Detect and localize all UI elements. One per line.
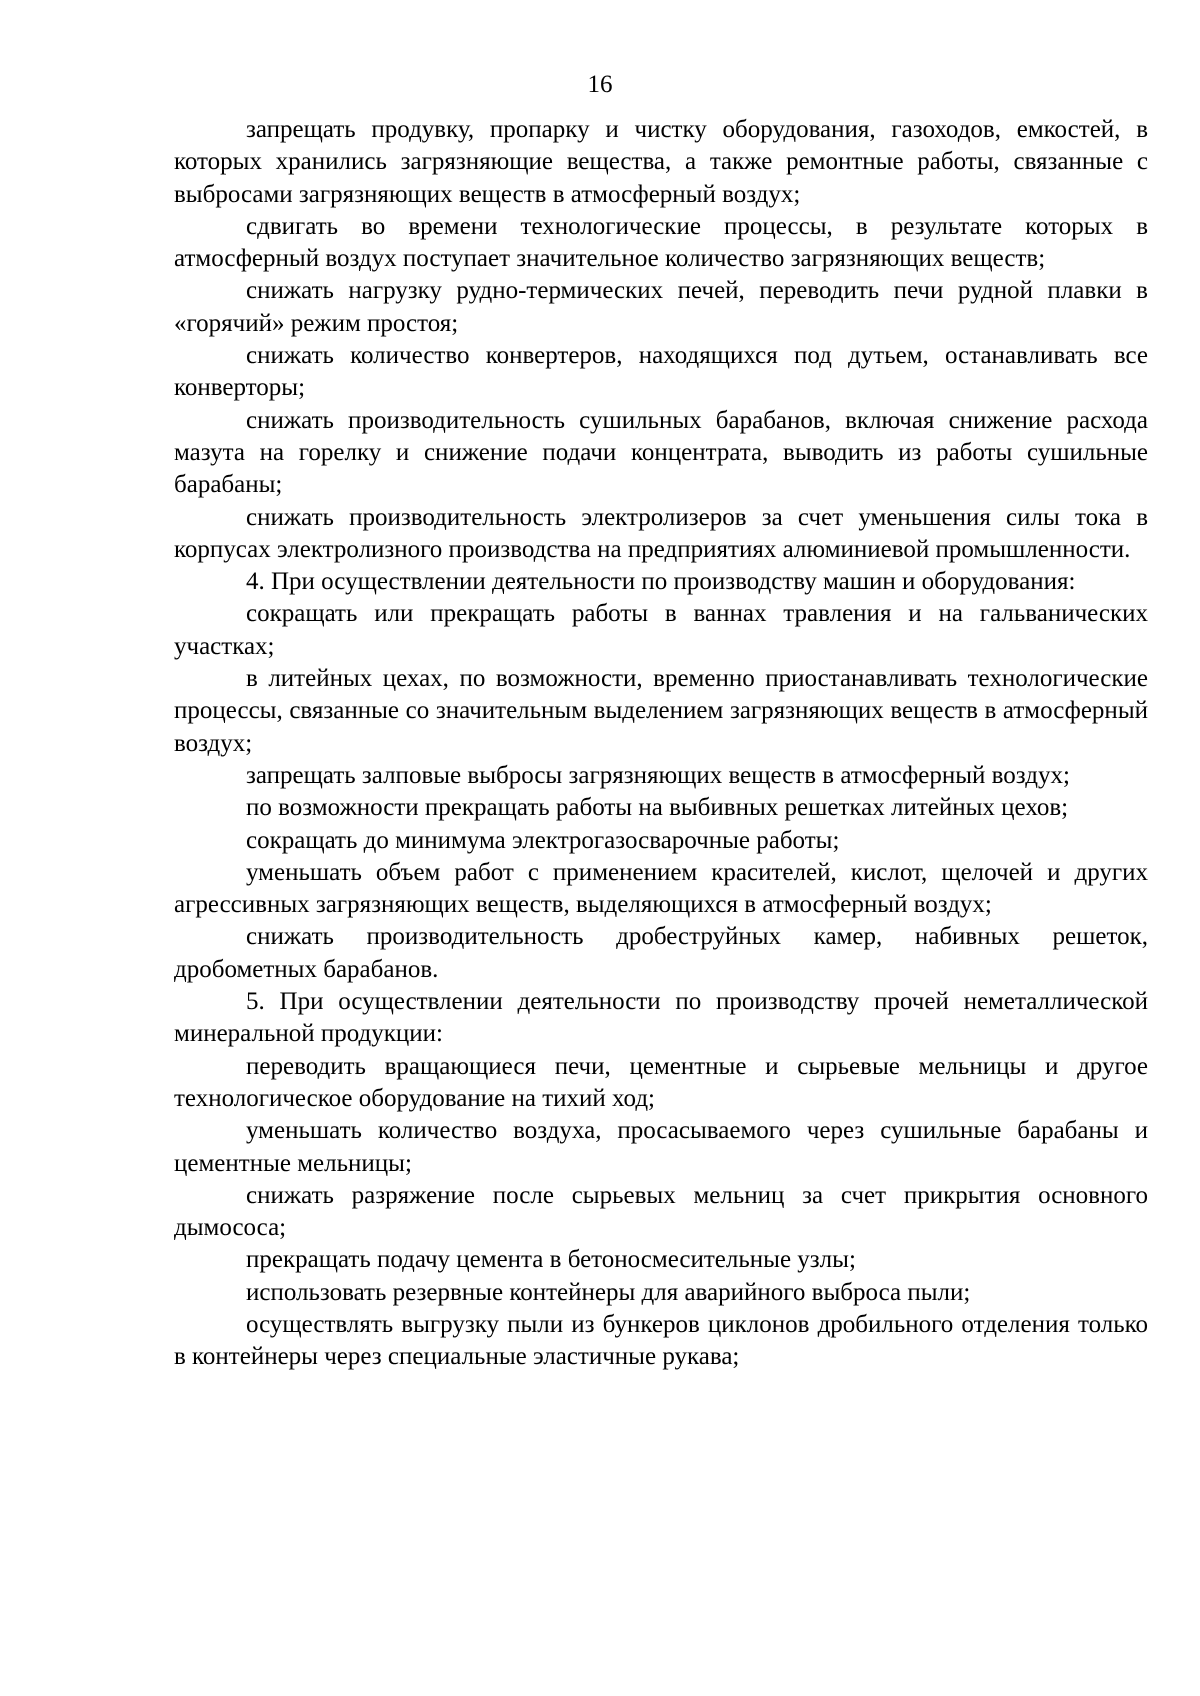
paragraph-rotary-kilns: переводить вращающиеся печи, цементные и сырьевые мельницы и другое технологическое оборудование на тихий ход; xyxy=(174,1052,1148,1112)
paragraph-salvo-emissions: запрещать залповые выбросы загрязняющих веществ в атмосферный воздух; xyxy=(246,761,1070,789)
paragraph-item-5-heading: 5. При осуществлении деятельности по производству прочей неметаллической минеральной продукции: xyxy=(174,988,1148,1048)
paragraph-exhauster: снижать разряжение после сырьевых мельниц за счет прикрытия основного дымососа; xyxy=(174,1181,1148,1242)
paragraph-etching-baths: сокращать или прекращать работы в ваннах травления и на гальванических участках; xyxy=(174,600,1148,660)
paragraph-item-4-heading: 4. При осуществлении деятельности по производству машин и оборудования: xyxy=(246,568,1076,596)
paragraph-welding: сокращать до минимума электрогазосварочные работы; xyxy=(246,826,840,854)
paragraph-dyes-acids: уменьшать объем работ с применением красителей, кислот, щелочей и других агрессивных загрязняющих веществ, выделяющихся в атмосферный воздух; xyxy=(174,858,1148,919)
paragraph-reserve-containers: использовать резервные контейнеры для аварийного выброса пыли; xyxy=(246,1278,971,1306)
paragraph-drying-drums: снижать производительность сушильных барабанов, включая снижение расхода мазута на горелку и снижение подачи концентрата, выводить из работы сушильные барабаны; xyxy=(174,406,1148,499)
paragraph-reduce-furnace-load: снижать нагрузку рудно-термических печей, переводить печи рудной плавки в «горячий» режим простоя; xyxy=(174,277,1148,337)
paragraph-shot-blasting: снижать производительность дробеструйных камер, набивных решеток, дробометных барабанов. xyxy=(174,923,1148,983)
paragraph-reduce-converters: снижать количество конвертеров, находящихся под дутьем, останавливать все конверторы; xyxy=(174,342,1148,402)
paragraph-dust-unloading: осуществлять выгрузку пыли из бункеров циклонов дробильного отделения только в контейнеры через специальные эластичные рукава; xyxy=(174,1310,1148,1371)
paragraph-cement-supply: прекращать подачу цемента в бетоносмесительные узлы; xyxy=(246,1246,856,1274)
paragraph-purge-ban: запрещать продувку, пропарку и чистку оборудования, газоходов, емкостей, в которых хранились загрязняющие вещества, а также ремонтные работы, связанные с выбросами загрязняющих веществ в атмосферный воздух; xyxy=(174,116,1148,208)
paragraph-knockout-grids: по возможности прекращать работы на выбивных решетках литейных цехов; xyxy=(246,794,1069,822)
page-number: 16 xyxy=(587,71,613,98)
paragraph-foundry-shops: в литейных цехах, по возможности, временно приостанавливать технологические процессы, связанные со значительным выделением загрязняющих веществ в атмосферный воздух; xyxy=(174,665,1148,757)
paragraph-air-volume: уменьшать количество воздуха, просасываемого через сушильные барабаны и цементные мельницы; xyxy=(174,1117,1148,1177)
body-text xyxy=(174,114,1148,1374)
paragraph-electrolyzers: снижать производительность электролизеров за счет уменьшения силы тока в корпусах электролизного производства на предприятиях алюминиевой промышленности. xyxy=(174,503,1148,563)
paragraph-shift-processes: сдвигать во времени технологические процессы, в результате которых в атмосферный воздух поступает значительное количество загрязняющих веществ; xyxy=(174,212,1148,273)
